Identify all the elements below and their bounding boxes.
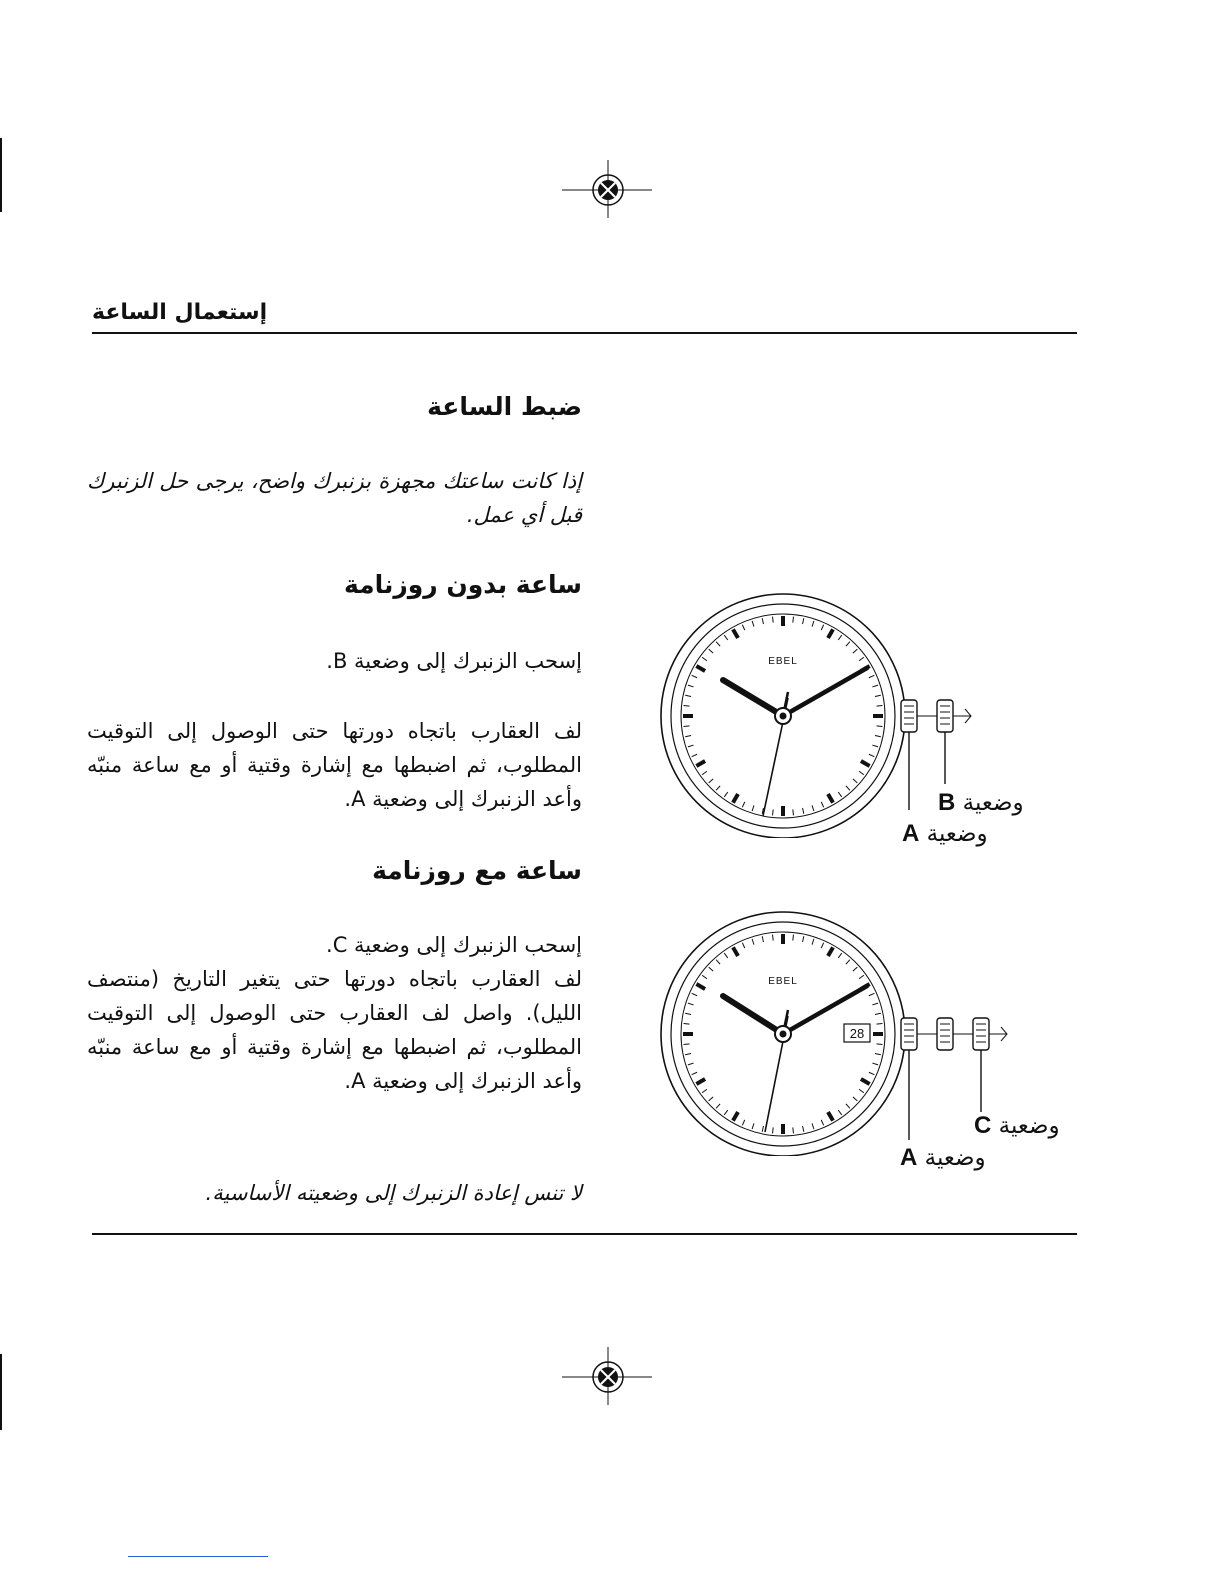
registration-mark-top	[560, 160, 656, 220]
minute-tick	[869, 754, 874, 756]
minute-tick	[709, 779, 713, 783]
minute-tick	[685, 736, 691, 737]
crop-mark-left-top	[0, 138, 2, 212]
minute-tick	[869, 1072, 874, 1074]
crown-position-b	[937, 700, 953, 732]
minute-tick	[821, 1120, 823, 1125]
minute-tick	[875, 695, 881, 696]
minute-tick	[709, 649, 713, 653]
minute-tick	[803, 618, 804, 624]
brand-logo: EBEL	[768, 656, 798, 667]
screw-down-note: إذا كانت ساعتك مجهزة بزنبرك واضح، يرجى حل الزنبرك قبل أي عمل.	[87, 469, 582, 527]
minute-tick	[685, 1054, 691, 1055]
minute-tick	[773, 809, 774, 815]
minute-tick	[876, 706, 882, 707]
minute-tick	[685, 695, 691, 696]
minute-tick	[709, 1097, 713, 1101]
minute-tick	[803, 808, 804, 814]
minute-tick	[685, 1013, 691, 1014]
minute-tick	[773, 1127, 774, 1133]
minute-tick	[724, 792, 728, 797]
label-position-b-1: وضعية B	[938, 789, 1024, 816]
minute-tick	[688, 745, 694, 747]
section-title-with-calendar: ساعة مع روزنامة	[372, 856, 582, 885]
minute-tick	[853, 649, 857, 653]
minute-tick	[838, 953, 842, 958]
header-rule	[92, 332, 1077, 334]
crown-position-a	[901, 1018, 917, 1050]
minute-tick	[838, 635, 842, 640]
minute-tick	[872, 745, 878, 747]
minute-tick	[724, 635, 728, 640]
minute-tick	[846, 786, 850, 790]
minute-tick	[762, 1126, 763, 1132]
minute-tick	[853, 1097, 857, 1101]
minute-tick	[692, 993, 697, 995]
hour-index	[733, 794, 738, 803]
minute-tick	[773, 617, 774, 623]
minute-tick	[702, 771, 707, 775]
registration-mark-bottom	[560, 1347, 656, 1407]
minute-tick	[859, 975, 864, 979]
with-calendar-step-2: لف العقارب باتجاه دورتها حتى يتغير التاريخ (منتصف الليل). واصل لف العقارب حتى الوصول إلى التوقيت المطلوب، ثم اضبطها مع إشارة وقتية أو مع ساعة منبّه وأعد الزنبرك إلى وضعية A.	[87, 967, 582, 1093]
minute-tick	[869, 675, 874, 677]
hour-index	[733, 1112, 738, 1121]
minute-tick	[724, 953, 728, 958]
hour-index	[733, 947, 738, 956]
minute-tick	[688, 1063, 694, 1065]
minute-tick	[716, 1104, 720, 1108]
minute-tick	[793, 935, 794, 941]
no-calendar-step-1: إسحب الزنبرك إلى وضعية B.	[326, 649, 582, 673]
label-position-c-2: وضعية C	[974, 1112, 1060, 1139]
footer-link-underline	[128, 1556, 268, 1557]
minute-tick	[821, 802, 823, 807]
minute-tick	[702, 657, 707, 661]
hour-index	[828, 794, 833, 803]
hour-index	[828, 947, 833, 956]
minute-tick	[684, 706, 690, 707]
footer-rule	[92, 1233, 1077, 1235]
minute-tick	[872, 1003, 878, 1005]
minute-tick	[812, 939, 814, 945]
crown-position-b	[937, 1018, 953, 1050]
minute-tick	[724, 1110, 728, 1115]
label-position-a-2: وضعية A	[900, 1144, 986, 1171]
hour-index	[696, 984, 705, 989]
crown-position-a	[901, 700, 917, 732]
minute-tick	[872, 685, 878, 687]
crown-position-c	[973, 1018, 989, 1050]
minute-tick	[709, 967, 713, 971]
minute-tick	[716, 642, 720, 646]
hour-index	[696, 1079, 705, 1084]
minute-tick	[859, 657, 864, 661]
minute-tick	[692, 675, 697, 677]
minute-tick	[859, 771, 864, 775]
minute-tick	[688, 1003, 694, 1005]
label-position-a-1: وضعية A	[902, 820, 988, 847]
minute-tick	[752, 939, 754, 945]
minute-tick	[812, 805, 814, 811]
minute-tick	[846, 1104, 850, 1108]
minute-tick	[853, 967, 857, 971]
minute-hand	[783, 668, 867, 716]
minute-tick	[692, 754, 697, 756]
minute-tick	[821, 943, 823, 948]
section-title-setting: ضبط الساعة	[427, 392, 582, 421]
minute-tick	[742, 1120, 744, 1125]
minute-tick	[838, 792, 842, 797]
minute-tick	[793, 617, 794, 623]
minute-tick	[688, 685, 694, 687]
minute-tick	[684, 1024, 690, 1025]
section-title-no-calendar: ساعة بدون روزنامة	[343, 570, 582, 599]
minute-tick	[876, 1024, 882, 1025]
minute-tick	[821, 625, 823, 630]
minute-tick	[875, 1013, 881, 1014]
brand-logo: EBEL	[768, 976, 798, 987]
minute-tick	[773, 935, 774, 941]
minute-tick	[876, 726, 882, 727]
minute-tick	[803, 936, 804, 942]
date-value: 28	[849, 1026, 865, 1041]
watch-diagram-with-calendar	[655, 906, 1025, 1156]
reminder-note: لا تنس إعادة الزنبرك إلى وضعيته الأساسية.	[205, 1181, 582, 1205]
minute-tick	[684, 726, 690, 727]
hour-index	[828, 629, 833, 638]
hour-index	[828, 1112, 833, 1121]
hour-index	[733, 629, 738, 638]
minute-tick	[812, 1123, 814, 1129]
hour-index	[696, 666, 705, 671]
minute-tick	[838, 1110, 842, 1115]
hour-index	[696, 761, 705, 766]
minute-tick	[752, 621, 754, 627]
minute-tick	[752, 805, 754, 811]
no-calendar-step-2: لف العقارب باتجاه دورتها حتى الوصول إلى التوقيت المطلوب، ثم اضبطها مع إشارة وقتية أو مع ساعة منبّه وأعد الزنبرك إلى وضعية A.	[87, 719, 582, 811]
minute-tick	[859, 1089, 864, 1093]
minute-tick	[793, 809, 794, 815]
minute-tick	[846, 642, 850, 646]
crop-mark-left-bottom	[0, 1354, 2, 1430]
page-header-title: إستعمال الساعة	[92, 300, 268, 325]
minute-tick	[869, 993, 874, 995]
minute-tick	[762, 936, 763, 942]
hour-index	[861, 761, 870, 766]
minute-tick	[812, 621, 814, 627]
minute-tick	[872, 1063, 878, 1065]
minute-tick	[853, 779, 857, 783]
minute-tick	[762, 618, 763, 624]
minute-tick	[742, 802, 744, 807]
hour-hand	[723, 680, 783, 716]
minute-tick	[876, 1044, 882, 1045]
watch-diagram-no-calendar	[655, 588, 985, 838]
minute-tick	[742, 943, 744, 948]
minute-tick	[684, 1044, 690, 1045]
hour-hand	[723, 996, 783, 1034]
hour-index	[861, 1079, 870, 1084]
minute-tick	[702, 1089, 707, 1093]
with-calendar-step-1: إسحب الزنبرك إلى وضعية C.	[326, 933, 582, 957]
minute-tick	[742, 625, 744, 630]
minute-tick	[875, 1054, 881, 1055]
minute-tick	[846, 960, 850, 964]
minute-tick	[716, 960, 720, 964]
minute-tick	[692, 1072, 697, 1074]
minute-tick	[875, 736, 881, 737]
minute-tick	[702, 975, 707, 979]
minute-tick	[803, 1126, 804, 1132]
minute-tick	[793, 1127, 794, 1133]
minute-tick	[716, 786, 720, 790]
minute-tick	[752, 1123, 754, 1129]
